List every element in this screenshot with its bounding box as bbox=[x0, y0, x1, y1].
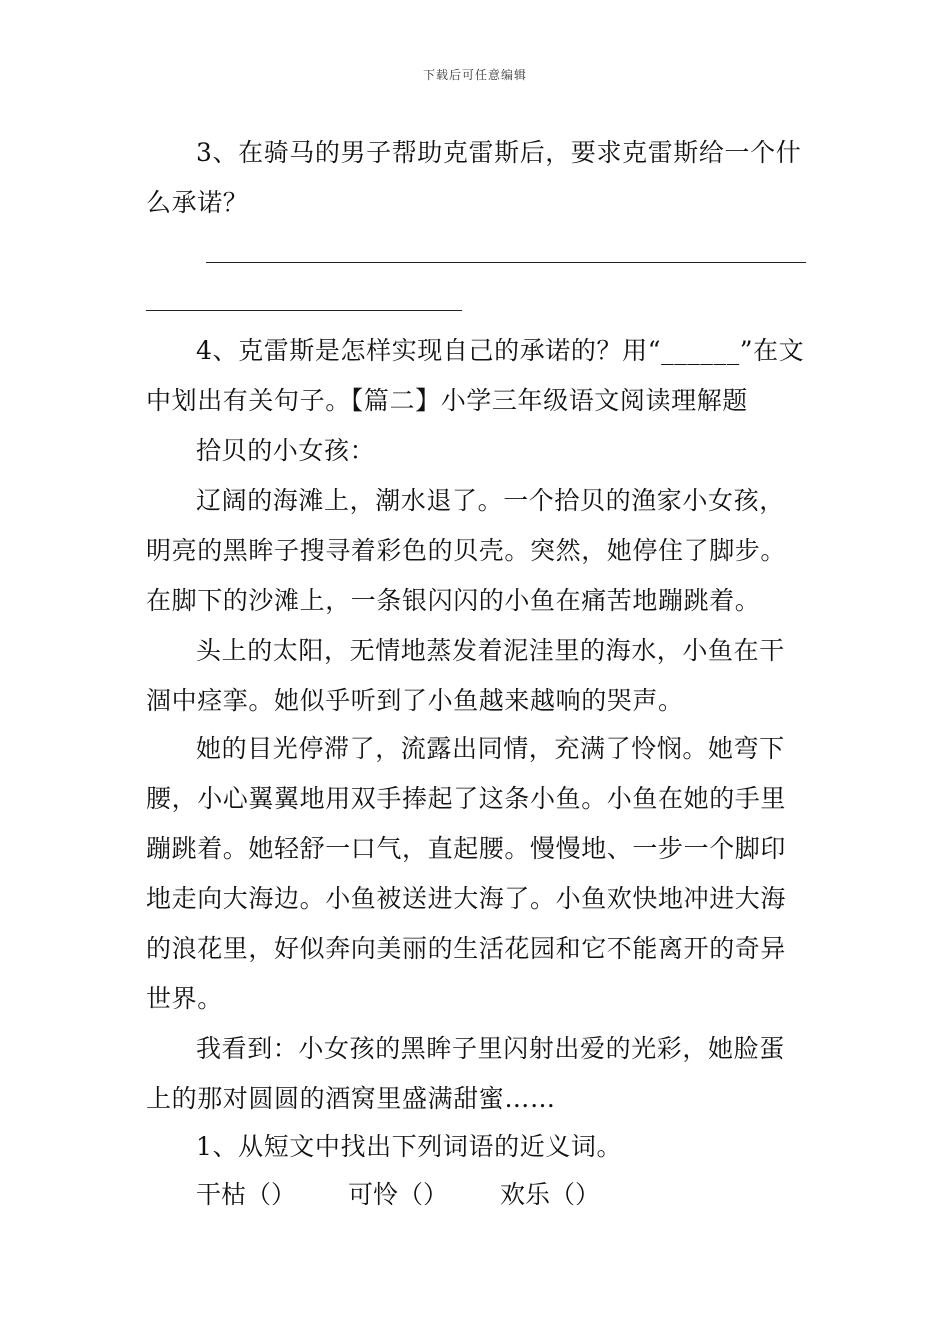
vocab-item: 欢乐（） bbox=[500, 1180, 601, 1209]
answer-line-1 bbox=[206, 262, 806, 263]
story-paragraph-4: 我看到：小女孩的黑眸子里闪射出爱的光彩，她脸蛋上的那对圆圆的酒窝里盛满甜蜜…… bbox=[146, 1034, 785, 1113]
question-3: 3、在骑马的男子帮助克雷斯后，要求克雷斯给一个什么承诺？ bbox=[146, 138, 802, 217]
story-paragraph-1: 辽阔的海滩上，潮水退了。一个拾贝的渔家小女孩，明亮的黑眸子搜寻着彩色的贝壳。突然，她停住了脚步。在脚下的沙滩上，一条银闪闪的小鱼在痛苦地蹦跳着。 bbox=[146, 486, 787, 615]
story-paragraph-2: 头上的太阳，无情地蒸发着泥洼里的海水，小鱼在干涸中痉挛。她似乎听到了小鱼越来越响的哭声。 bbox=[146, 636, 785, 715]
vocab-item: 可怜（） bbox=[348, 1180, 449, 1209]
story-title: 拾贝的小女孩： bbox=[196, 436, 376, 465]
question-1: 1、从短文中找出下列词语的近义词。 bbox=[196, 1132, 623, 1161]
question-4: 4、克雷斯是怎样实现自己的承诺的？用“______”在文中划出有关句子。【篇二】小学三年级语文阅读理解题 bbox=[146, 336, 805, 415]
page-header: 下载后可任意编辑 bbox=[422, 68, 527, 82]
story-paragraph-3: 她的目光停滞了，流露出同情，充满了怜悯。她弯下腰，小心翼翼地用双手捧起了这条小鱼。小鱼在她的手里蹦跳着。她轻舒一口气，直起腰。慢慢地、一步一个脚印地走向大海边。小鱼被送进大海了。小鱼欢快地冲进大海的浪花里，好似奔向美丽的生活花园和它不能离开的奇异世界。 bbox=[146, 734, 787, 1013]
answer-line-2 bbox=[146, 310, 462, 311]
vocab-item: 干枯（） bbox=[196, 1180, 297, 1209]
